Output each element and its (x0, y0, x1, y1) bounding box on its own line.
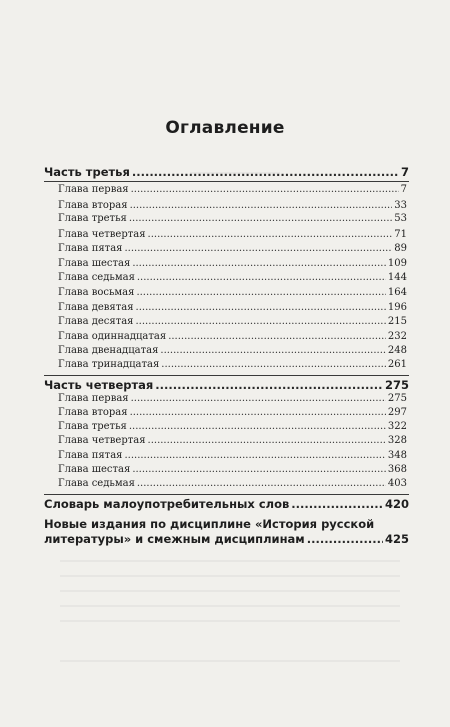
toc-chapter (58, 229, 407, 240)
toc-chapter-label: Глава тринадцатая (58, 359, 160, 370)
show-through-line (60, 660, 400, 662)
leader-dots (161, 359, 386, 370)
toc-page-number: 7 (400, 184, 407, 195)
toc-new-editions-line1: Новые издания по дисциплине «История русской (44, 517, 375, 531)
leader-dots (160, 345, 386, 356)
toc-part-label: Часть четвертая (44, 378, 154, 392)
leader-dots (148, 229, 393, 240)
leader-dots (129, 421, 386, 432)
toc-page-number: 425 (384, 532, 409, 546)
toc-page-number: 420 (384, 497, 409, 511)
toc-page-number: 297 (387, 407, 407, 418)
toc-chapter (58, 184, 407, 195)
toc-chapter-label: Глава седьмая (58, 478, 135, 489)
toc-page-number: 109 (387, 258, 407, 269)
toc-chapter (58, 213, 407, 224)
leader-dots (132, 464, 386, 475)
leader-dots (137, 478, 386, 489)
toc-chapter (58, 200, 407, 211)
toc-chapter (58, 243, 407, 254)
part-divider-line (44, 181, 409, 182)
show-through-line (60, 590, 400, 592)
toc-chapter-label: Глава седьмая (58, 272, 135, 283)
toc-page-number: 261 (387, 359, 407, 370)
leader-dots (130, 200, 393, 211)
toc-page-number: 232 (387, 331, 407, 342)
toc-chapter (58, 331, 407, 342)
toc-chapter (58, 393, 407, 404)
part-divider-line (44, 375, 409, 376)
show-through-line (60, 560, 400, 562)
toc-page-number: 275 (387, 393, 407, 404)
toc-chapter (58, 407, 407, 418)
toc-page-number: 248 (387, 345, 407, 356)
toc-entry-label: Словарь малоупотребительных слов (44, 497, 290, 511)
toc-chapter-label: Глава девятая (58, 302, 134, 313)
toc-chapter-label: Глава первая (58, 184, 129, 195)
leader-dots (132, 165, 399, 179)
toc-page-number: 196 (387, 302, 407, 313)
toc-page-number: 33 (394, 200, 407, 211)
leader-dots (291, 497, 383, 511)
leader-dots (124, 243, 392, 254)
leader-dots (124, 450, 385, 461)
leader-dots (130, 407, 386, 418)
toc-part-label: Часть третья (44, 165, 130, 179)
toc-chapter (58, 450, 407, 461)
toc-chapter (58, 345, 407, 356)
toc-chapter-label: Глава двенадцатая (58, 345, 159, 356)
leader-dots (148, 435, 386, 446)
toc-part-four (44, 378, 409, 392)
toc-chapter (58, 359, 407, 370)
toc-page-number: 71 (394, 229, 407, 240)
toc-chapter (58, 421, 407, 432)
show-through-line (60, 620, 400, 622)
leader-dots (136, 302, 386, 313)
leader-dots (131, 393, 386, 404)
toc-page-number: 53 (394, 213, 407, 224)
toc-chapter-label: Глава одиннадцатая (58, 331, 167, 342)
toc-page-number: 348 (387, 450, 407, 461)
toc-chapter (58, 464, 407, 475)
leader-dots (129, 213, 392, 224)
toc-chapter (58, 316, 407, 327)
part-divider-line (44, 494, 409, 495)
toc-page-number: 7 (400, 165, 409, 179)
leader-dots (137, 272, 386, 283)
toc-chapter-label: Глава четвертая (58, 229, 146, 240)
toc-chapter-label: Глава вторая (58, 200, 128, 211)
toc-chapter (58, 258, 407, 269)
toc-chapter-label: Глава пятая (58, 243, 123, 254)
toc-page-number: 403 (387, 478, 407, 489)
show-through-line (60, 605, 400, 607)
leader-dots (136, 316, 386, 327)
leader-dots (307, 532, 383, 546)
leader-dots (132, 258, 386, 269)
page-title: Оглавление (165, 118, 285, 138)
toc-chapter-label: Глава третья (58, 421, 127, 432)
toc-chapter-label: Глава третья (58, 213, 127, 224)
toc-part-three (44, 165, 409, 179)
toc-chapter-label: Глава вторая (58, 407, 128, 418)
toc-chapter-label: Глава пятая (58, 450, 123, 461)
leader-dots (131, 184, 399, 195)
toc-chapter (58, 435, 407, 446)
toc-page-number: 215 (387, 316, 407, 327)
toc-page-number: 322 (387, 421, 407, 432)
toc-chapter (58, 287, 407, 298)
toc-page-number: 164 (387, 287, 407, 298)
toc-chapter (58, 302, 407, 313)
toc-entry-label: литературы» и смежным дисциплинам (44, 532, 305, 546)
leader-dots (136, 287, 385, 298)
toc-page-number: 144 (387, 272, 407, 283)
toc-chapter-label: Глава шестая (58, 464, 131, 475)
show-through-line (60, 575, 400, 577)
toc-chapter (58, 272, 407, 283)
toc-chapter-label: Глава шестая (58, 258, 131, 269)
toc-new-editions (44, 532, 409, 546)
toc-chapter-label: Глава первая (58, 393, 129, 404)
toc-chapter-label: Глава десятая (58, 316, 134, 327)
toc-page-number: 89 (394, 243, 407, 254)
toc-chapter (58, 478, 407, 489)
toc-page-number: 368 (387, 464, 407, 475)
leader-dots (168, 331, 386, 342)
toc-page-number: 328 (387, 435, 407, 446)
toc-page-number: 275 (384, 378, 409, 392)
toc-chapter-label: Глава четвертая (58, 435, 146, 446)
toc-dictionary (44, 497, 409, 511)
leader-dots (155, 378, 383, 392)
toc-chapter-label: Глава восьмая (58, 287, 135, 298)
